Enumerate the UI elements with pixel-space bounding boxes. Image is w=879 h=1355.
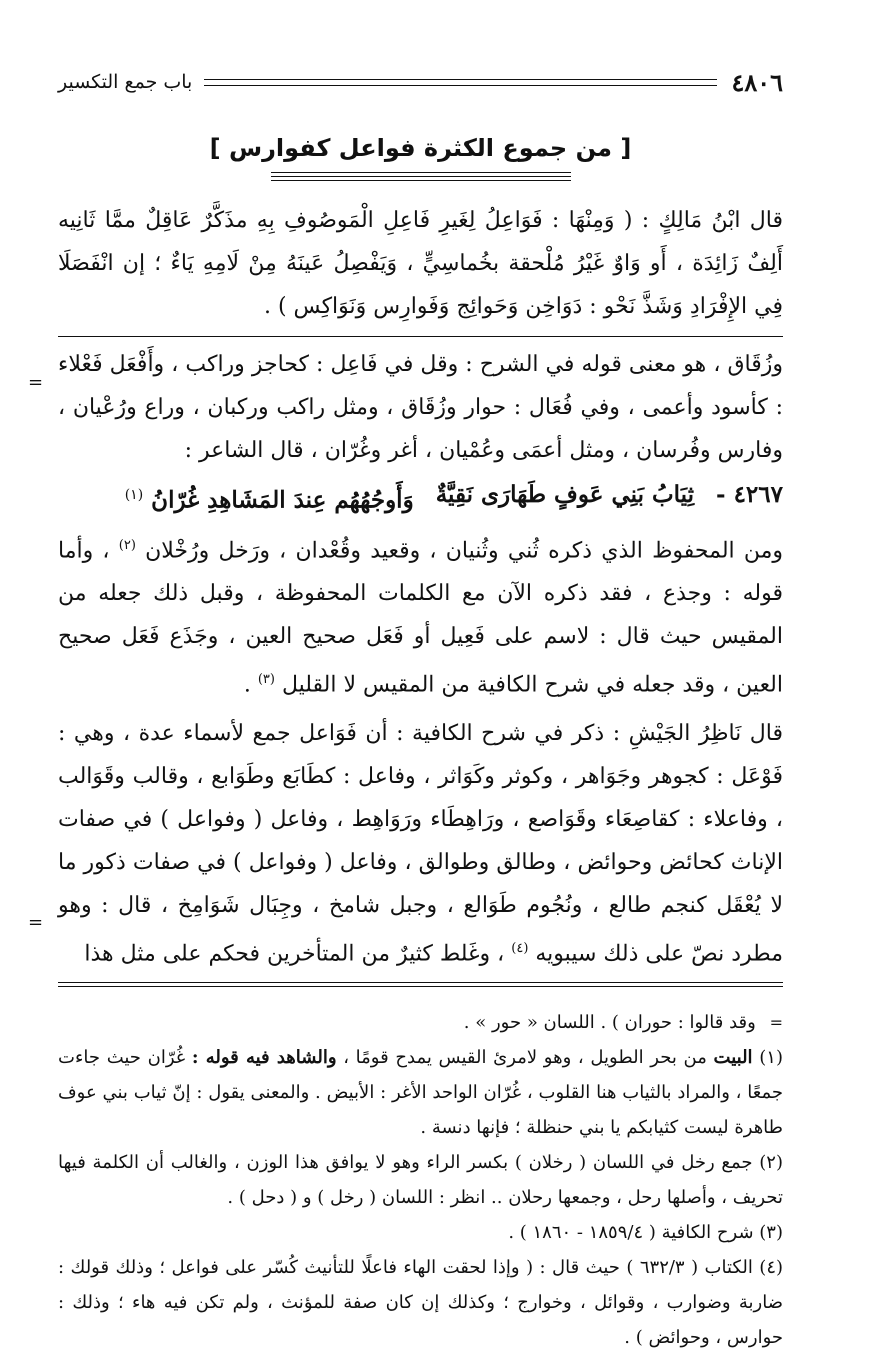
main-text: قال ابْنُ مَالِكٍ : ( وَمِنْهَا : فَوَاعِلُ لِغَيرِ فَاعِلِ الْمَوصُوفِ بِهِ مذَكَّرٌ عَاقِلٌ ممَّا ثَانِيه أَلِفٌ زَائِدَة ، أَو وَاوٌ غَيْرُ مُلْحقة بخُماسِيٍّ ، وَيَفْصِلُ عَينَهُ مِنْ لَامِهِ يَاءٌ ؛ إن انْفَصَلَا فِي الإِفْرَادِ وَشَذَّ نَحْو : دَوَاخِن وَحَوائِج وَفَوارِس وَنَوَاكِس ) . <box>58 208 783 319</box>
footnote-1-text: من بحر الطويل ، وهو لامرئ القيس يمدح قومًا ، <box>343 1046 707 1068</box>
footnote-continuation <box>58 1005 783 1040</box>
poetry-verse <box>58 472 783 524</box>
footnote-1-text-cont: غُرّان حيث جاءت جمعًا ، والمراد بالثياب هنا القلوب ، غُرّان الواحد الأغر : الأبيض . والمعنى يقول : إنّ ثياب بني عوف طاهرة ليست كثيابكم يا بني حنظلة ؛ فإنها دنسة . <box>58 1046 783 1138</box>
verse-second-hemistich: وَأَوجُهُهُم عِندَ المَشَاهِدِ غُرّانُ <box>151 486 414 514</box>
paragraph-3-end: ، وغَلط كثيرٌ من المتأخرين فحكم على مثل هذا <box>84 941 505 967</box>
footnotes <box>58 1005 783 1355</box>
verse-number: ٤٢٦٧ - <box>716 481 783 508</box>
paragraph-3-text: قال نَاظِرُ الجَيْشِ : ذكر في شرح الكافية : أن فَوَاعل جمع لأسماء عدة ، وهي : فَوْعَل : كجوهر وجَوَاهر ، وكوثر وكَوَاثر ، وفاعل : كطَابَع وطَوَابع ، وقالب وقَوَالب ، وفاعلاء : كقاصِعَاء وقَوَاصع ، ورَاهِطَاء ورَوَاهِط ، وفاعل ( وفواعل ) في صفات الإناث كحائض وحوائض ، وطالق وطوالق ، وفاعل ( وفواعل ) في صفات ذكور ما لا يُعْقَل كنجم طالع ، ونُجُوم طَوَالع ، وجبل شامخ ، وجِبَال شَوَامِخ ، قال : وهو مطرد نصّ على ذلك سيبويه <box>58 721 783 967</box>
page-number: ٤٨٠٦ <box>731 67 783 97</box>
paragraph-2-text-cont: ، وأما قوله : وجذع ، فقد ذكره الآن مع الكلمات المحفوظة ، وقبل ذلك جعله من المقيس حيث قال : لاسم على فَعِيل أو فَعَل صحيح العين ، وجَذَع فَعَل صحيح العين ، وقد جعله في شرح الكافية من المقيس لا القليل <box>58 537 783 698</box>
footnote-1 <box>58 1040 783 1145</box>
continuation-mark-end: = <box>28 912 44 933</box>
footnote-2: (٢) جمع رخل في اللسان ( رخلان ) بكسر الراء وهو لا يوافق هذا الوزن ، والغالب أن الكلمة فيها تحريف ، وأصلها رحل ، وجمعها رحلان .. انظر : اللسان ( رخل ) و ( دحل ) . <box>58 1151 783 1208</box>
commentary-paragraph-2 <box>58 524 783 707</box>
paragraph-2-text: ومن المحفوظ الذي ذكره ثُني وثُنيان ، وقعيد وقُعْدان ، ورَخل ورُخْلان <box>145 537 784 563</box>
section-title: [ من جموع الكثرة فواعل كفوارس ] <box>209 134 632 162</box>
running-header <box>58 62 783 102</box>
footnote-ref-2: (٢) <box>118 537 136 553</box>
footnote-continuation-mark: = <box>769 1012 783 1032</box>
footnote-continuation-text: وقد قالوا : حوران ) . اللسان « حور » . <box>463 1011 756 1033</box>
footnote-ref-1: (١) <box>124 487 144 503</box>
paragraph-2-end: . <box>243 672 251 698</box>
header-rule <box>204 79 717 86</box>
footnote-1-bold-shahid: والشاهد فيه قوله : <box>191 1046 337 1068</box>
commentary-paragraph-3 <box>58 712 783 975</box>
footnote-3: (٣) شرح الكافية ( ١٨٥٩/٤ - ١٨٦٠ ) . <box>508 1221 783 1243</box>
footnote-1-bold-label: البيت <box>713 1046 753 1068</box>
footnote-1-number: (١) <box>759 1046 783 1068</box>
footnote-ref-4: (٤) <box>511 941 529 957</box>
section-title-rules <box>271 172 571 181</box>
continuation-mark: = <box>28 372 44 393</box>
footnote-4: (٤) الكتاب ( ٦٣٢/٣ ) حيث قال : ( وإذا لحقت الهاء فاعلًا للتأنيث كُسّر على فواعل ؛ وذلك قولك : ضاربة وضوارب ، وقوائل ، وخوارج ؛ وكذلك إن كان صفة للمؤنث ، ولم تكن فيه هاء ؛ وذلك : حوارس ، وحوائض ) . <box>58 1256 784 1348</box>
footnote-ref-3: (٣) <box>257 671 275 687</box>
verse-first-hemistich: ثِيَابُ بَنِي عَوفٍ طَهَارَى نَقِيَّةٌ <box>435 481 695 508</box>
commentary-paragraph-1: وزُقَاق ، هو معنى قوله في الشرح : وقل في فَاعِل : كحاجز وراكب ، وأَفْعَل فَعْلاء : كأسود وأعمى ، وفي فُعَال : حوار وزُقَاق ، ومثل راكب وركبان ، وراع ورُعْيان ، وفارس وفُرسان ، ومثل أعمَى وعُمْيان ، أغر وغُرّان ، قال الشاعر : <box>58 352 783 463</box>
chapter-title: باب جمع التكسير <box>58 71 193 93</box>
footnotes-divider <box>58 982 783 987</box>
main-text-divider <box>58 336 783 337</box>
